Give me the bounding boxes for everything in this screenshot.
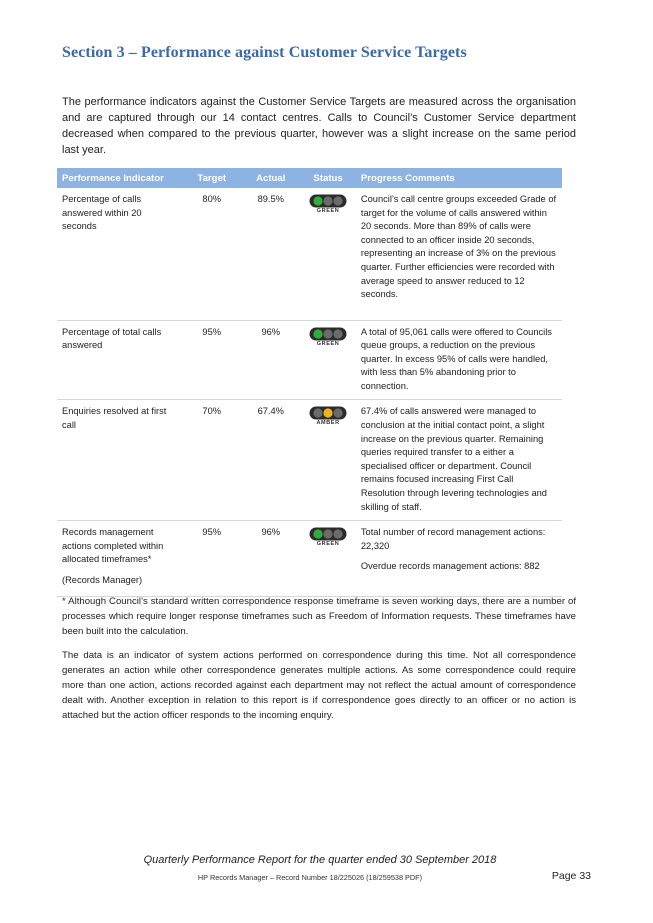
indicator-subtext: (Records Manager)	[62, 575, 143, 585]
status-label: GREEN	[316, 208, 340, 214]
header-target: Target	[182, 168, 241, 188]
row-comments: 67.4% of calls answered were managed to conclusion at the initial contact point, a slight increase on the previous quarter. Remaining queries required transfer to a either a specialised officer or department. Council remains focused increasing First Call Resolution through levering technologies and skilling of staff.	[356, 400, 562, 521]
row-indicator	[57, 521, 182, 597]
traffic-light-icon	[309, 527, 347, 548]
header-indicator: Performance Indicator	[57, 168, 182, 188]
table-row	[57, 320, 562, 400]
row-indicator	[57, 400, 182, 521]
footer-record-ref: HP Records Manager – Record Number 18/225026 (18/259538 PDF)	[197, 873, 423, 882]
row-indicator	[57, 188, 182, 320]
traffic-light-icon	[309, 327, 347, 348]
row-indicator	[57, 320, 182, 400]
row-status	[300, 188, 356, 320]
indicator-text: Percentage of calls answered within 20 seconds	[62, 194, 142, 232]
traffic-light-icon	[309, 194, 347, 215]
data-note-paragraph: The data is an indicator of system actions performed on correspondence during this time. Not all correspondence generates an action while other correspondence generates multiple actions. As some correspondence could require more than one action, actions recorded against each department may not reflect the actual amount of correspondence dealt with. Another exception in relation to this report is if correspondence goes directly to an officer or no action is attached but the action officer responds to the incoming enquiry.	[62, 650, 576, 721]
footnote: * Although Council’s standard written correspondence response timeframe is seven working days, there are a number of processes which require longer response timeframes such as Freedom of Information requests. These timeframes have been built into the calculation.	[62, 596, 576, 637]
row-comments	[356, 521, 562, 597]
row-status	[300, 320, 356, 400]
row-status	[300, 521, 356, 597]
status-label: GREEN	[316, 541, 340, 548]
status-label: GREEN	[316, 340, 340, 347]
header-status: Status	[300, 168, 356, 188]
row-actual: 96%	[241, 320, 300, 400]
page-number: Page 33	[551, 870, 591, 882]
row-comments: Council’s call centre groups exceeded Grade of target for the volume of calls answered within 20 seconds. More than 89% of calls were connected to an officer inside 20 seconds, representing an increase of 3% on the previous quarter. Further efficiencies were recorded with average speed to answer reduced to 12 seconds.	[356, 188, 562, 320]
section-heading: Section 3 – Performance against Customer Service Targets	[62, 44, 467, 61]
table-row	[57, 400, 562, 521]
row-comments: A total of 95,061 calls were offered to Councils queue groups, a reduction on the previous quarter. In excess 95% of calls were handled, with less than 5% abandoning prior to connection.	[356, 320, 562, 400]
indicator-text: Enquiries resolved at first call	[62, 406, 167, 431]
indicator-text: Records management actions completed within allocated timeframes*	[62, 527, 164, 565]
status-label: AMBER	[316, 420, 340, 427]
comments-text: Total number of record management actions: 22,320	[360, 527, 546, 551]
table-row	[57, 188, 562, 320]
indicator-text: Percentage of total calls answered	[62, 326, 162, 351]
row-target: 80%	[182, 188, 241, 320]
header-comments: Progress Comments	[356, 168, 562, 188]
table-header-row	[57, 168, 562, 188]
row-actual: 96%	[241, 521, 300, 597]
traffic-light-icon	[309, 406, 347, 427]
header-actual: Actual	[241, 168, 300, 188]
performance-table	[57, 168, 562, 597]
table-row	[57, 521, 562, 597]
row-actual: 89.5%	[241, 188, 300, 320]
row-target: 95%	[182, 521, 241, 597]
comments-subtext: Overdue records management actions: 882	[360, 561, 540, 572]
row-actual: 67.4%	[241, 400, 300, 521]
row-target: 95%	[182, 320, 241, 400]
footer-title: Quarterly Performance Report for the quarter ended 30 September 2018	[143, 854, 497, 866]
row-status	[300, 400, 356, 521]
row-target: 70%	[182, 400, 241, 521]
intro-paragraph: The performance indicators against the Customer Service Targets are measured across the organisation and are captured through our 14 contact centres. Calls to Council’s Customer Service department decreased when compared to the previous quarter, however was a slight increase on the same period last year.	[62, 96, 576, 156]
